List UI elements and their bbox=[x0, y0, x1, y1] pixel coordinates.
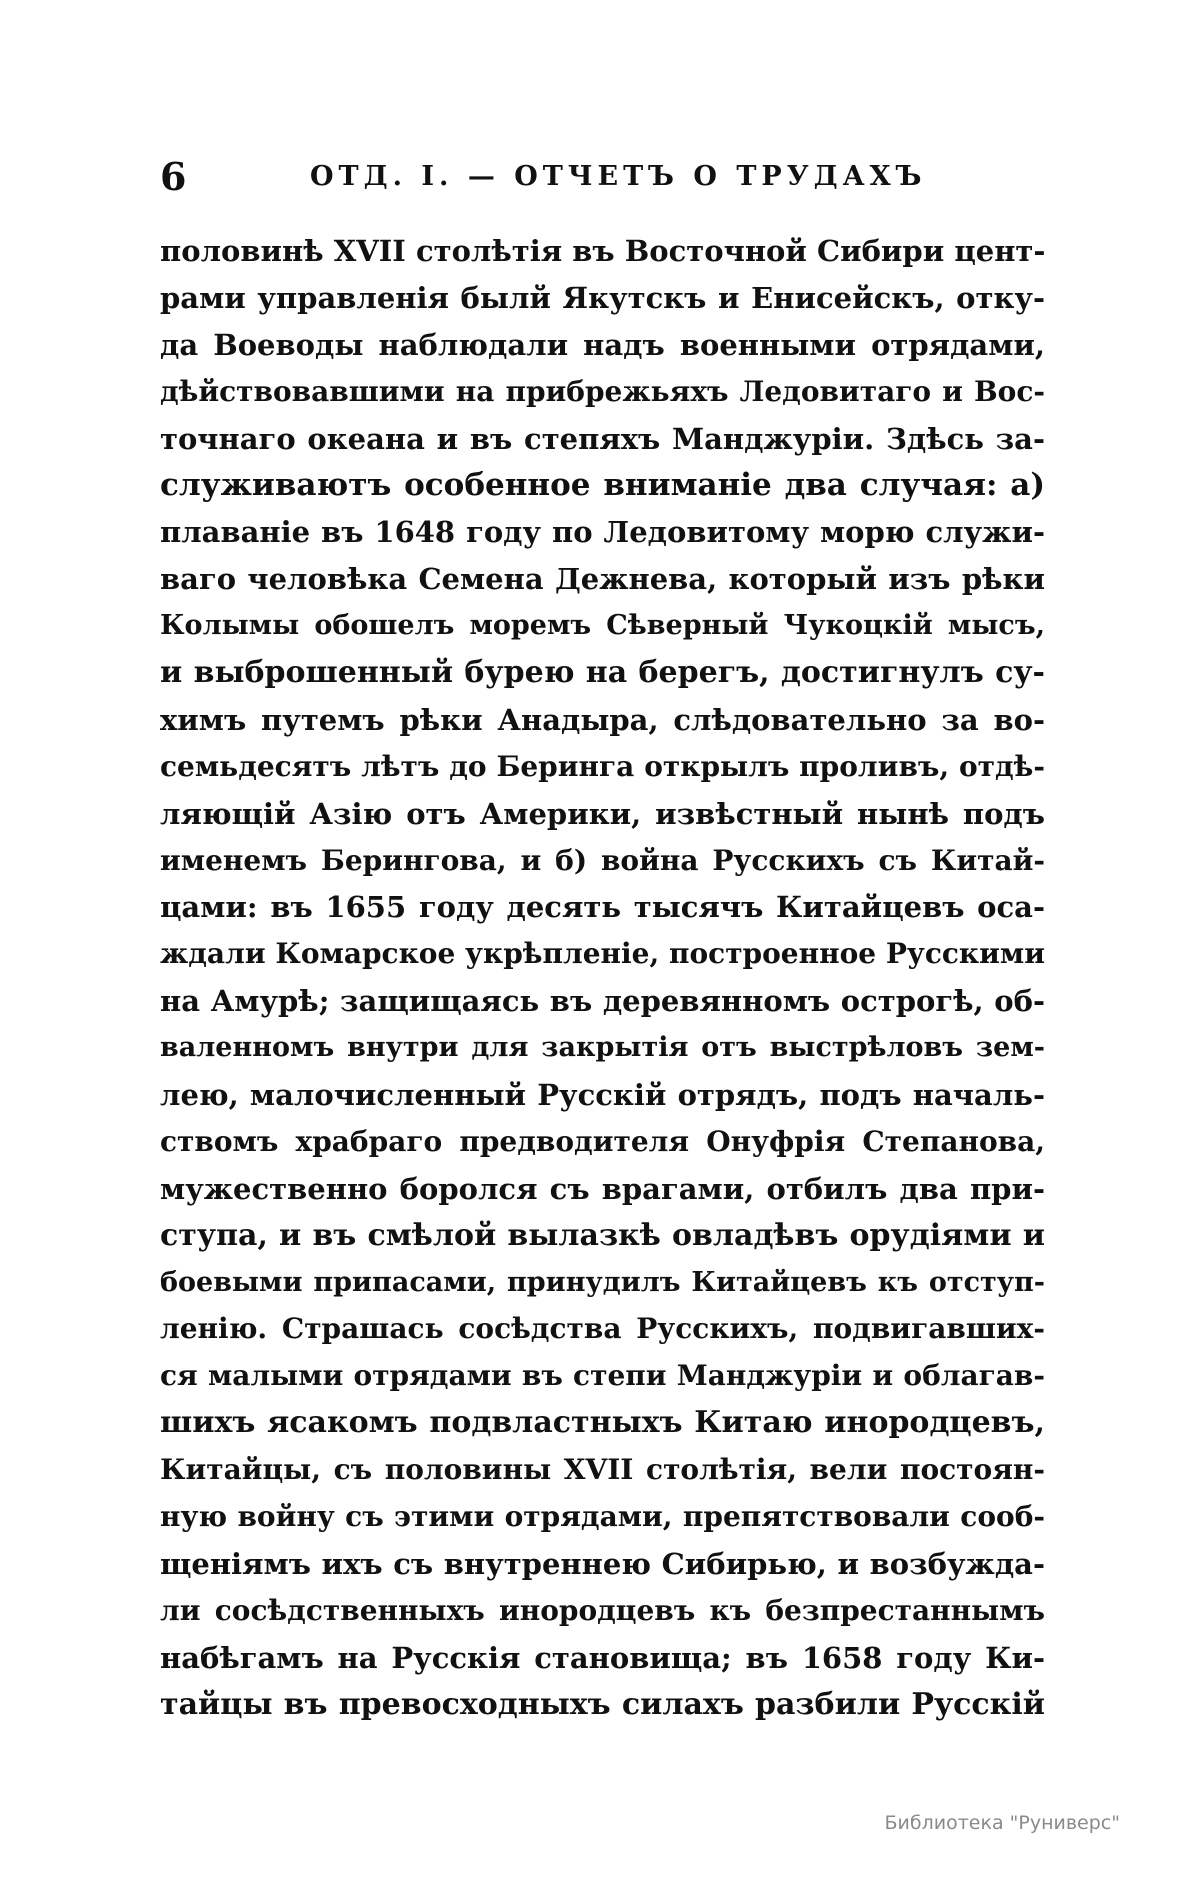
text-line: цами: въ 1655 году десять тысячъ Китайцевъ оса- bbox=[160, 890, 1045, 925]
text-line: и выброшенный бурею на берегъ, достигнулъ су- bbox=[160, 655, 1045, 691]
text-line: ваго человѣка Семена Дежнева, который изъ рѣки bbox=[160, 562, 1045, 597]
body-text bbox=[160, 228, 1045, 1729]
text-line: химъ путемъ рѣки Анадыра, слѣдовательно за во- bbox=[160, 702, 1045, 737]
text-line: да Воеводы наблюдали надъ военными отрядами, bbox=[160, 327, 1045, 362]
page-number: 6 bbox=[160, 154, 187, 199]
text-line: боевыми припасами, принудилъ Китайцевъ къ отступ- bbox=[160, 1266, 1045, 1298]
text-line: тайцы въ превосходныхъ силахъ разбили Русскій bbox=[160, 1686, 1045, 1722]
text-line: ную войну съ этими отрядами, препятствовали сооб- bbox=[160, 1500, 1045, 1534]
text-line: ленію. Страшась сосѣдства Русскихъ, подвигавших- bbox=[160, 1312, 1045, 1346]
text-line: половинѣ XVII столѣтія въ Восточной Сибири цент- bbox=[160, 234, 1045, 268]
text-line: ли сосѣдственныхъ инородцевъ къ безпрестаннымъ bbox=[160, 1593, 1045, 1627]
text-line: ляющій Азію отъ Америки, извѣстный нынѣ подъ bbox=[160, 796, 1045, 831]
text-line: дѣйствовавшими на прибрежьяхъ Ледовитаго и Вос- bbox=[160, 374, 1045, 408]
text-line: Китайцы, съ половины XVII столѣтія, вели постоян- bbox=[160, 1453, 1045, 1487]
text-line: на Амурѣ; защищаясь въ деревянномъ острогѣ, об- bbox=[160, 984, 1045, 1019]
text-line: лею, малочисленный Русскій отрядъ, подъ началь- bbox=[160, 1078, 1045, 1113]
running-title: ОТД. I. — ОТЧЕТЪ О ТРУДАХЪ bbox=[310, 161, 927, 192]
text-line: именемъ Берингова, и б) война Русскихъ съ Китай- bbox=[160, 843, 1045, 877]
text-line: шихъ ясакомъ подвластныхъ Китаю инородцевъ, bbox=[160, 1405, 1045, 1441]
text-line: щеніямъ ихъ съ внутреннею Сибирью, и возбужда- bbox=[160, 1546, 1045, 1581]
text-line: ствомъ храбраго предводителя Онуфрія Степанова, bbox=[160, 1124, 1045, 1158]
running-head bbox=[160, 152, 1040, 202]
text-line: мужественно боролся съ врагами, отбилъ два при- bbox=[160, 1171, 1045, 1206]
text-line: служиваютъ особенное вниманіе два случая: а) bbox=[160, 467, 1045, 504]
text-line: Колымы обошелъ моремъ Сѣверный Чукоцкій мысъ, bbox=[160, 610, 1045, 642]
text-line: плаваніе въ 1648 году по Ледовитому морю служи- bbox=[160, 515, 1045, 550]
text-line: ждали Комарское укрѣпленіе, построенное Русскими bbox=[160, 937, 1045, 971]
text-line: точнаго океана и въ степяхъ Манджуріи. Здѣсь за- bbox=[160, 421, 1045, 456]
text-line: валенномъ внутри для закрытія отъ выстрѣловъ зем- bbox=[160, 1032, 1045, 1064]
text-line: набѣгамъ на Русскія становища; въ 1658 году Ки- bbox=[160, 1640, 1045, 1675]
text-line: ся малыми отрядами въ степи Манджуріи и облагав- bbox=[160, 1359, 1045, 1393]
text-line: рами управленія былй Якутскъ и Енисейскъ, отку- bbox=[160, 280, 1045, 315]
library-watermark: Библиотека "Руниверс" bbox=[884, 1812, 1120, 1834]
text-line: ступа, и въ смѣлой вылазкѣ овладѣвъ орудіями и bbox=[160, 1217, 1045, 1253]
text-line: семьдесятъ лѣтъ до Беринга открылъ проливъ, отдѣ- bbox=[160, 749, 1045, 783]
